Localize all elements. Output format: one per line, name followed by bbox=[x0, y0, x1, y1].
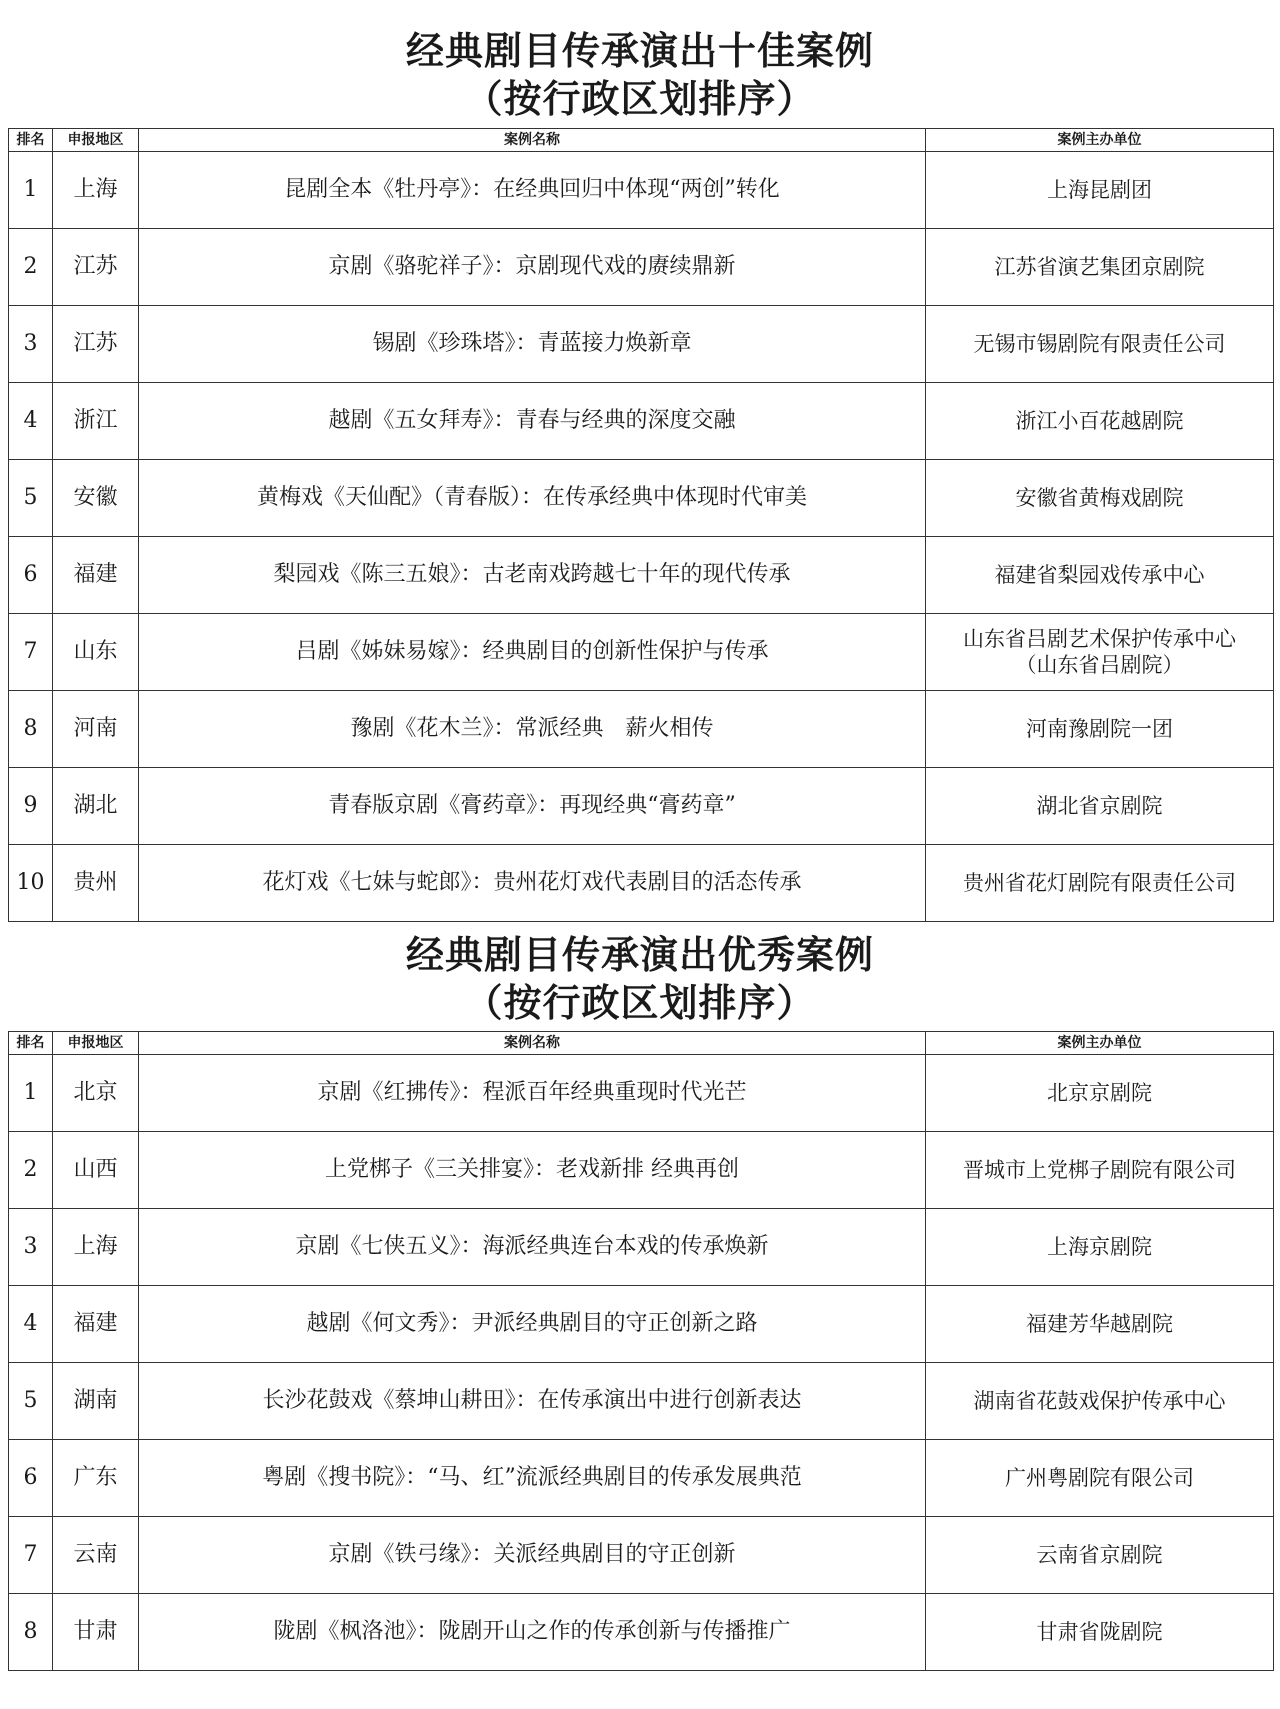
cell-rank: 5 bbox=[9, 1363, 53, 1440]
header-unit: 案例主办单位 bbox=[926, 129, 1274, 152]
table-header-row bbox=[9, 1032, 1274, 1055]
cell-unit: 无锡市锡剧院有限责任公司 bbox=[926, 306, 1274, 383]
cell-name: 京剧《七侠五义》：海派经典连台本戏的传承焕新 bbox=[139, 1209, 926, 1286]
section-title: 经典剧目传承演出十佳案例 bbox=[405, 28, 874, 73]
header-unit: 案例主办单位 bbox=[926, 1032, 1274, 1055]
section-subtitle: （按行政区划排序） bbox=[464, 980, 816, 1025]
table-row bbox=[9, 1209, 1274, 1286]
table-row bbox=[9, 1055, 1274, 1132]
cell-rank: 3 bbox=[9, 1209, 53, 1286]
table-row bbox=[9, 614, 1274, 691]
cell-unit: 河南豫剧院一团 bbox=[926, 691, 1274, 768]
cell-name: 青春版京剧《膏药章》：再现经典“膏药章” bbox=[139, 768, 926, 845]
cell-rank: 10 bbox=[9, 845, 53, 922]
cell-rank: 6 bbox=[9, 1440, 53, 1517]
cell-unit: 湖南省花鼓戏保护传承中心 bbox=[926, 1363, 1274, 1440]
cell-region: 江苏 bbox=[53, 306, 139, 383]
unit-line-1: 山东省吕剧艺术保护传承中心 bbox=[963, 627, 1236, 651]
cell-unit: 上海昆剧团 bbox=[926, 152, 1274, 229]
cell-region: 福建 bbox=[53, 1286, 139, 1363]
table-row bbox=[9, 1594, 1274, 1671]
cell-unit bbox=[926, 614, 1274, 691]
table-row bbox=[9, 537, 1274, 614]
cases-table bbox=[8, 1031, 1274, 1671]
cell-unit: 安徽省黄梅戏剧院 bbox=[926, 460, 1274, 537]
table-row bbox=[9, 1363, 1274, 1440]
cell-unit: 贵州省花灯剧院有限责任公司 bbox=[926, 845, 1274, 922]
table-row bbox=[9, 152, 1274, 229]
table-row bbox=[9, 1440, 1274, 1517]
table-row bbox=[9, 691, 1274, 768]
cell-rank: 7 bbox=[9, 614, 53, 691]
cell-name: 花灯戏《七妹与蛇郎》：贵州花灯戏代表剧目的活态传承 bbox=[139, 845, 926, 922]
cell-unit: 福建芳华越剧院 bbox=[926, 1286, 1274, 1363]
section-title: 经典剧目传承演出优秀案例 bbox=[405, 932, 874, 977]
cell-unit: 浙江小百花越剧院 bbox=[926, 383, 1274, 460]
header-name: 案例名称 bbox=[139, 1032, 926, 1055]
cell-region: 上海 bbox=[53, 1209, 139, 1286]
cell-name: 黄梅戏《天仙配》（青春版）：在传承经典中体现时代审美 bbox=[139, 460, 926, 537]
table-row bbox=[9, 306, 1274, 383]
cell-rank: 4 bbox=[9, 1286, 53, 1363]
cell-name: 京剧《红拂传》：程派百年经典重现时代光芒 bbox=[139, 1055, 926, 1132]
cell-rank: 1 bbox=[9, 152, 53, 229]
header-region: 申报地区 bbox=[53, 1032, 139, 1055]
cell-name: 锡剧《珍珠塔》：青蓝接力焕新章 bbox=[139, 306, 926, 383]
header-region: 申报地区 bbox=[53, 129, 139, 152]
cell-name: 粤剧《搜书院》：“马、红”流派经典剧目的传承发展典范 bbox=[139, 1440, 926, 1517]
table-row bbox=[9, 1132, 1274, 1209]
cell-region: 江苏 bbox=[53, 229, 139, 306]
cell-region: 安徽 bbox=[53, 460, 139, 537]
cell-unit: 湖北省京剧院 bbox=[926, 768, 1274, 845]
table-row bbox=[9, 768, 1274, 845]
cell-name: 吕剧《姊妹易嫁》：经典剧目的创新性保护与传承 bbox=[139, 614, 926, 691]
cell-rank: 4 bbox=[9, 383, 53, 460]
table-row bbox=[9, 1286, 1274, 1363]
cell-rank: 9 bbox=[9, 768, 53, 845]
cell-region: 浙江 bbox=[53, 383, 139, 460]
cell-unit: 福建省梨园戏传承中心 bbox=[926, 537, 1274, 614]
cell-region: 贵州 bbox=[53, 845, 139, 922]
cell-rank: 7 bbox=[9, 1517, 53, 1594]
cell-name: 越剧《何文秀》：尹派经典剧目的守正创新之路 bbox=[139, 1286, 926, 1363]
cell-name: 上党梆子《三关排宴》：老戏新排 经典再创 bbox=[139, 1132, 926, 1209]
header-name: 案例名称 bbox=[139, 129, 926, 152]
table-row bbox=[9, 460, 1274, 537]
cell-name: 昆剧全本《牡丹亭》：在经典回归中体现“两创”转化 bbox=[139, 152, 926, 229]
excellent-section bbox=[0, 910, 1280, 1644]
cell-rank: 5 bbox=[9, 460, 53, 537]
cell-unit: 晋城市上党梆子剧院有限公司 bbox=[926, 1132, 1274, 1209]
cell-name: 京剧《骆驼祥子》：京剧现代戏的赓续鼎新 bbox=[139, 229, 926, 306]
cell-name: 越剧《五女拜寿》：青春与经典的深度交融 bbox=[139, 383, 926, 460]
cell-unit: 江苏省演艺集团京剧院 bbox=[926, 229, 1274, 306]
cell-unit: 广州粤剧院有限公司 bbox=[926, 1440, 1274, 1517]
cell-name: 京剧《铁弓缘》：关派经典剧目的守正创新 bbox=[139, 1517, 926, 1594]
table-row bbox=[9, 1517, 1274, 1594]
table-row bbox=[9, 229, 1274, 306]
cell-rank: 1 bbox=[9, 1055, 53, 1132]
table-header-row bbox=[9, 129, 1274, 152]
cell-name: 陇剧《枫洛池》：陇剧开山之作的传承创新与传播推广 bbox=[139, 1594, 926, 1671]
cell-rank: 8 bbox=[9, 691, 53, 768]
cell-unit: 上海京剧院 bbox=[926, 1209, 1274, 1286]
cell-region: 山西 bbox=[53, 1132, 139, 1209]
cell-unit: 甘肃省陇剧院 bbox=[926, 1594, 1274, 1671]
cell-rank: 2 bbox=[9, 229, 53, 306]
cell-region: 云南 bbox=[53, 1517, 139, 1594]
cell-region: 湖南 bbox=[53, 1363, 139, 1440]
cell-region: 甘肃 bbox=[53, 1594, 139, 1671]
section-subtitle: （按行政区划排序） bbox=[464, 76, 816, 121]
cell-region: 福建 bbox=[53, 537, 139, 614]
cell-region: 北京 bbox=[53, 1055, 139, 1132]
cell-region: 湖北 bbox=[53, 768, 139, 845]
cell-rank: 6 bbox=[9, 537, 53, 614]
cell-name: 豫剧《花木兰》：常派经典 薪火相传 bbox=[139, 691, 926, 768]
table-row bbox=[9, 383, 1274, 460]
cell-unit: 云南省京剧院 bbox=[926, 1517, 1274, 1594]
cell-region: 广东 bbox=[53, 1440, 139, 1517]
cell-rank: 2 bbox=[9, 1132, 53, 1209]
cell-name: 长沙花鼓戏《蔡坤山耕田》：在传承演出中进行创新表达 bbox=[139, 1363, 926, 1440]
cell-rank: 8 bbox=[9, 1594, 53, 1671]
cases-table bbox=[8, 128, 1274, 922]
header-rank: 排名 bbox=[9, 1032, 53, 1055]
header-rank: 排名 bbox=[9, 129, 53, 152]
cell-name: 梨园戏《陈三五娘》：古老南戏跨越七十年的现代传承 bbox=[139, 537, 926, 614]
unit-line-2: （山东省吕剧院） bbox=[1015, 653, 1184, 677]
cell-region: 河南 bbox=[53, 691, 139, 768]
cell-unit: 北京京剧院 bbox=[926, 1055, 1274, 1132]
cell-region: 上海 bbox=[53, 152, 139, 229]
cell-rank: 3 bbox=[9, 306, 53, 383]
cell-region: 山东 bbox=[53, 614, 139, 691]
